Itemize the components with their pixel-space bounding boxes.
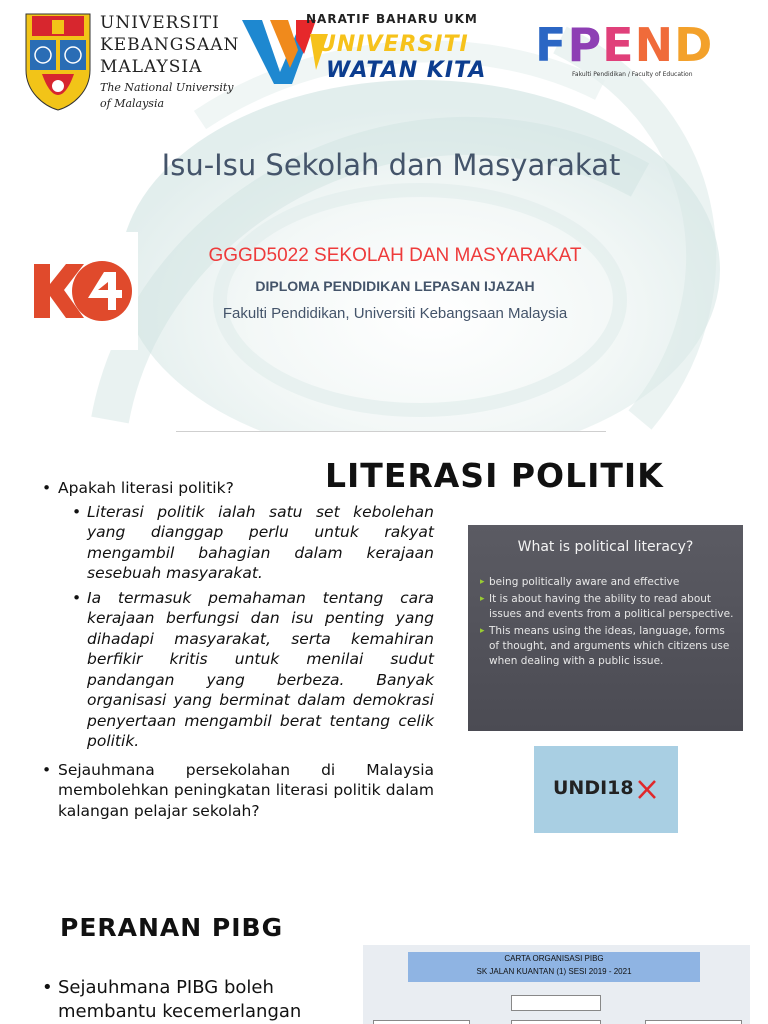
ukm-name-line-1: UNIVERSITI: [100, 13, 220, 33]
bullet-line-2: membantu kecemerlangan: [58, 1001, 302, 1022]
course-info: [170, 244, 620, 324]
bullet-question-1: • Apakah literasi politik?: [42, 478, 434, 499]
org-chart-header: [408, 952, 700, 982]
bullet-line-1: • Sejauhmana PIBG boleh: [58, 977, 274, 998]
slide-title: LITERASI POLITIK: [325, 456, 664, 495]
org-chart-box: [511, 995, 601, 1011]
course-code: GGGD5022 SEKOLAH DAN MASYARAKAT: [208, 245, 582, 266]
org-chart-subtitle: SK JALAN KUANTAN (1) SESI 2019 - 2021: [476, 967, 632, 976]
literasi-politik-slide: [0, 448, 768, 880]
slide-bottom-divider: [176, 431, 606, 432]
checkbox-x-icon: [636, 777, 658, 801]
uwk-top-text: NARATIF BAHARU UKM: [306, 12, 478, 26]
image-title: What is political literacy?: [517, 539, 694, 555]
bullet-list: [42, 976, 342, 1024]
undi18-logo: [534, 746, 678, 833]
undi18-text: UNDI18: [553, 777, 634, 799]
org-chart-box: [511, 1020, 601, 1024]
sub-bullet-1: • Literasi politik ialah satu set kebolehan yang dianggap perlu untuk rakyat mengambil bahagian dalam kerajaan sesebuah masyarakat.: [42, 502, 434, 584]
org-chart-box: [373, 1020, 470, 1024]
bullet-list: [42, 478, 434, 821]
org-chart-title: CARTA ORGANISASI PIBG: [504, 954, 604, 963]
title-slide: [0, 0, 768, 432]
sub-bullet-2: • Ia termasuk pemahaman tentang cara kerajaan berfungsi dan isu penting yang dihadapi masyarakat, serta kemahiran berfikir kritis untuk menilai sudut pandangan yang berbeza. Banyak organisasi yang berminat dalam demokrasi penyertaan mengambil berat tentang celik politik.: [42, 588, 434, 752]
uwk-line-1: UNIVERSITI: [318, 32, 469, 57]
program-name: DIPLOMA PENDIDIKAN LEPASAN IJAZAH: [255, 278, 535, 294]
image-point: ▸ being politically aware and effective: [480, 575, 735, 590]
k4-logo: [26, 232, 138, 350]
ukm-tagline-2: of Malaysia: [100, 97, 165, 110]
ukm-name-line-2: KEBANGSAAN: [100, 35, 240, 55]
uwk-line-2: WATAN KITA: [326, 58, 487, 83]
peranan-pibg-slide: [0, 896, 768, 1024]
ukm-tagline-1: The National University: [100, 81, 234, 94]
slide-title: PERANAN PIBG: [60, 913, 284, 942]
image-point-list: [480, 575, 735, 671]
bullet-item: [42, 976, 342, 1024]
bullet-question-2: • Sejauhmana persekolahan di Malaysia membolehkan peningkatan literasi politik dalam kalangan pelajar sekolah?: [42, 760, 434, 822]
ukm-crest-logo: [22, 10, 94, 112]
ukm-wordmark: [100, 12, 239, 110]
image-point: ▸ It is about having the ability to read about issues and events from a political perspective.: [480, 592, 735, 622]
image-point: ▸ This means using the ideas, language, forms of thought, and arguments which citizens use when dealing with a public issue.: [480, 624, 735, 669]
fpend-logo: FPEND: [535, 18, 714, 72]
political-literacy-image: [468, 525, 743, 731]
ukm-name-line-3: MALAYSIA: [100, 57, 203, 77]
org-chart-image: [363, 945, 750, 1024]
faculty-name: Fakulti Pendidikan, Universiti Kebangsaan Malaysia: [222, 305, 568, 322]
fpend-subtitle: Fakulti Pendidikan / Faculty of Education: [572, 71, 693, 78]
slide-title: Isu-Isu Sekolah dan Masyarakat: [161, 148, 621, 182]
org-chart-box: [645, 1020, 742, 1024]
